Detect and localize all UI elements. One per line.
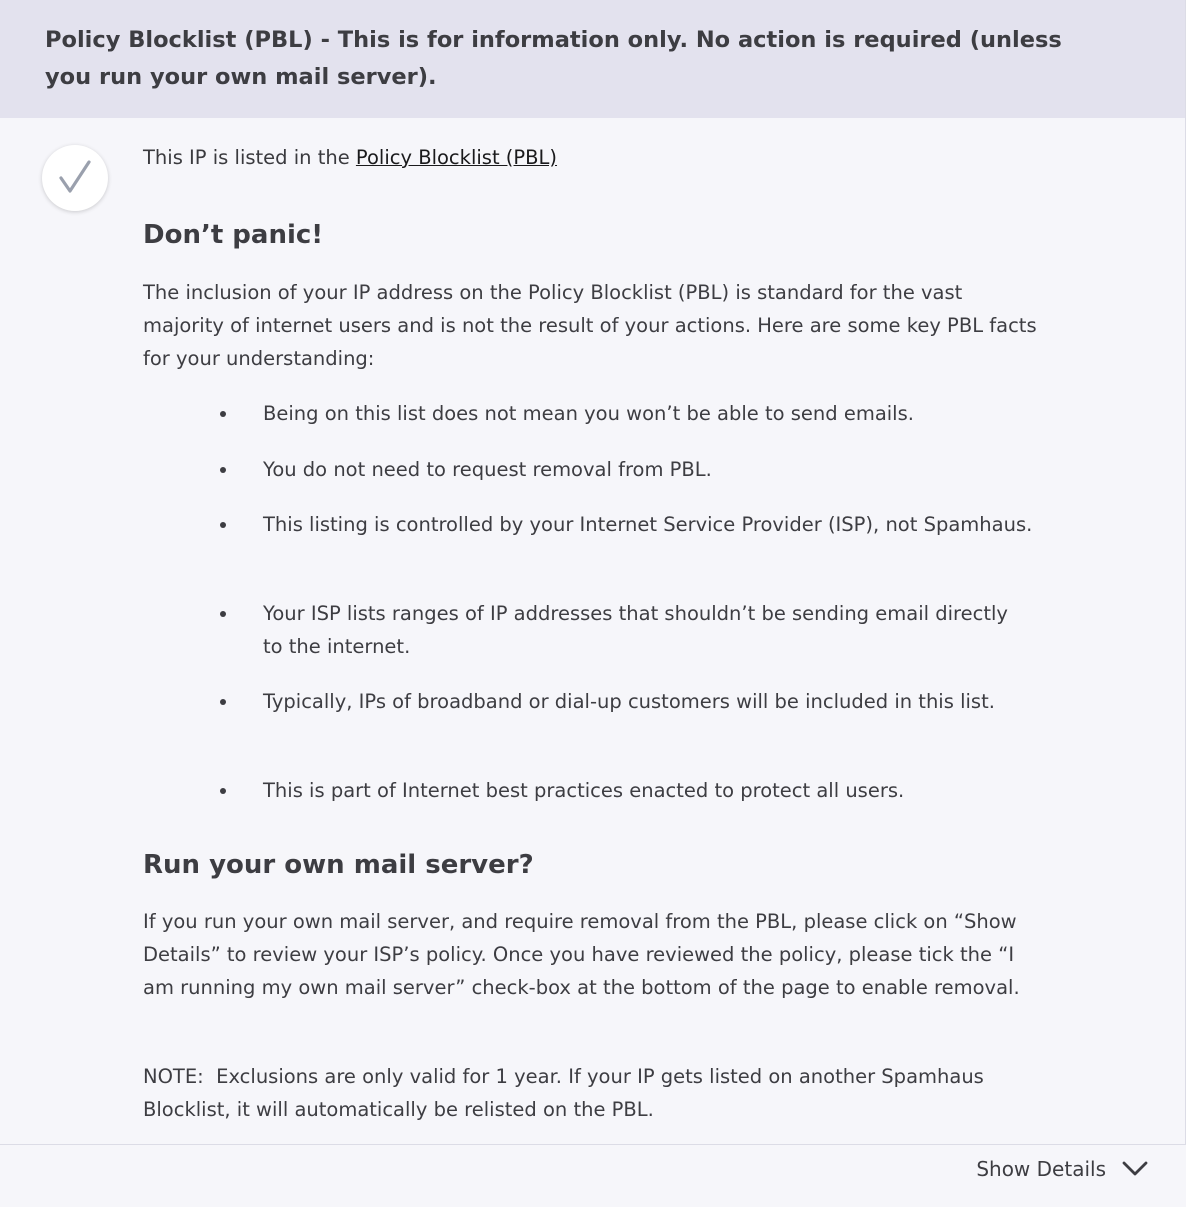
mail-server-paragraph: If you run your own mail server, and require removal from the PBL, please click on “Show Details” to review your ISP’s policy. Once you have reviewed the policy, please tick the “I am running my own mail server” check-box at the bottom of the page to enable removal. [143,910,1020,999]
mail-server-heading: Run your own mail server? [143,850,534,880]
list-item-text: This is part of Internet best practices enacted to protect all users. [263,779,905,802]
bullet-icon [220,467,226,473]
bullet-icon [220,788,226,794]
note-paragraph [143,1060,1043,1126]
bullet-icon [220,411,226,417]
note-label: NOTE: [143,1065,204,1088]
checkmark-icon [55,158,95,198]
list-item-text: Your ISP lists ranges of IP addresses that shouldn’t be sending email directly to the internet. [263,602,1008,658]
note-text: Exclusions are only valid for 1 year. If your IP gets listed on another Spamhaus Blocklist, it will automatically be relisted on the PBL. [143,1065,984,1121]
header-title: Policy Blocklist (PBL) - This is for information only. No action is required (unless you run your own mail server). [45,27,1062,90]
bullet-icon [220,522,226,528]
list-item-text: This listing is controlled by your Internet Service Provider (ISP), not Spamhaus. [263,513,1033,536]
pbl-link[interactable]: Policy Blocklist (PBL) [355,146,558,169]
bullet-icon [220,611,226,617]
list-item-text: Being on this list does not mean you won’t be able to send emails. [263,402,914,425]
list-item-text: You do not need to request removal from PBL. [263,458,712,481]
show-details-toggle[interactable] [976,1157,1148,1181]
dont-panic-heading: Don’t panic! [143,220,324,250]
status-indicator [42,145,108,211]
listed-prefix: This IP is listed in the [143,146,356,169]
card-footer [0,1144,1186,1207]
intro-paragraph: The inclusion of your IP address on the Policy Blocklist (PBL) is standard for the vast majority of internet users and is not the result of your actions. Here are some key PBL facts for your understanding: [143,281,1037,370]
listed-status [143,145,557,171]
card-header [0,0,1185,118]
bullet-icon [220,699,226,705]
list-item-text: Typically, IPs of broadband or dial-up customers will be included in this list. [263,690,995,713]
chevron-down-icon [1122,1160,1148,1178]
show-details-label: Show Details [976,1157,1106,1181]
